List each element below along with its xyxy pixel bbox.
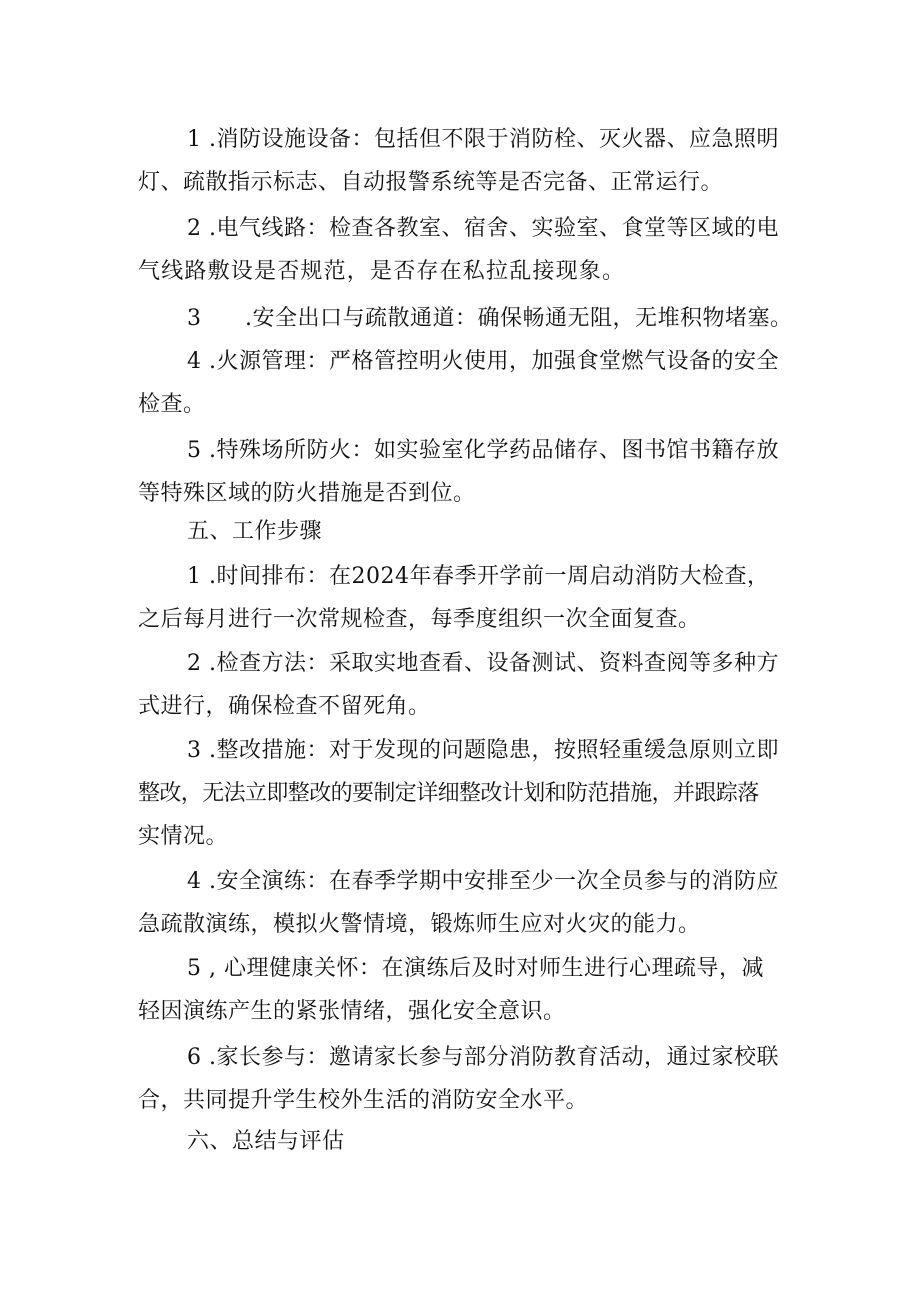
paragraph-mental-health xyxy=(138,947,793,1033)
paragraph-fire-equipment xyxy=(138,118,793,204)
paragraph-line: 急疏散演练，模拟火警情境，锻炼师生应对火灾的能力。 xyxy=(138,912,701,937)
paragraph-line: 灯、疏散指示标志、自动报警系统等是否完备、正常运行。 xyxy=(138,170,724,195)
paragraph-drill xyxy=(138,860,793,946)
paragraph-line: 1 .时间排布：在2024年春季开学前一周启动消防大检查， xyxy=(187,564,770,589)
paragraph-line: 4 .安全演练：在春季学期中安排至少一次全员参与的消防应 xyxy=(187,869,779,894)
paragraph-line xyxy=(138,297,793,340)
paragraph-line: 2 .电气线路：检查各教室、宿舍、实验室、食堂等区域的电 xyxy=(187,216,779,241)
paragraph-line: 6 .家长参与：邀请家长参与部分消防教育活动，通过家校联 xyxy=(187,1045,779,1070)
paragraph-line: 1 .消防设施设备：包括但不限于消防栓、灭火器、应急照明 xyxy=(187,127,779,152)
paragraph-line: 轻因演练产生的紧张情绪，强化安全意识。 xyxy=(138,999,566,1024)
paragraph-line: 合，共同提升学生校外生活的消防安全水平。 xyxy=(138,1088,589,1113)
paragraph-special-places xyxy=(138,429,793,515)
paragraph-rectification xyxy=(138,729,793,858)
paragraph-line: 整改，无法立即整改的要制定详细整改计划和防范措施，并跟踪落 xyxy=(138,781,759,806)
section-heading-summary: 六、总结与评估 xyxy=(187,1129,345,1154)
paragraph-safety-exits xyxy=(138,297,793,340)
paragraph-line: 3 .整改措施：对于发现的问题隐患，按照轻重缓急原则立即 xyxy=(187,738,779,763)
paragraph-line: 5 , 心理健康关怀：在演练后及时对师生进行心理疏导，减 xyxy=(187,956,764,981)
section-heading-work-steps: 五、工作步骤 xyxy=(187,519,323,544)
paragraph-schedule xyxy=(138,555,793,641)
paragraph-line: 检查。 xyxy=(138,392,206,417)
paragraph-line: 式进行，确保检查不留死角。 xyxy=(138,694,431,719)
item-text: .安全出口与疏散通道：确保畅通无阻，无堆积物堵塞。 xyxy=(245,306,793,331)
item-number: 3 xyxy=(187,306,202,331)
paragraph-line: 2 .检查方法：采取实地查看、设备测试、资料查阅等多种方 xyxy=(187,651,779,676)
paragraph-electrical-wiring xyxy=(138,207,793,293)
paragraph-line: 等特殊区域的防火措施是否到位。 xyxy=(138,481,476,506)
paragraph-line: 5 .特殊场所防火：如实验室化学药品储存、图书馆书籍存放 xyxy=(187,438,779,463)
paragraph-line: 之后每月进行一次常规检查，每季度组织一次全面复查。 xyxy=(138,607,701,632)
paragraph-line: 4 .火源管理：严格管控明火使用，加强食堂燃气设备的安全 xyxy=(187,349,779,374)
paragraph-line: 实情况。 xyxy=(138,824,229,849)
paragraph-parent-participation xyxy=(138,1036,793,1122)
paragraph-line: 气线路敷设是否规范，是否存在私拉乱接现象。 xyxy=(138,259,626,284)
paragraph-fire-source xyxy=(138,340,793,426)
paragraph-inspection-method xyxy=(138,642,793,728)
